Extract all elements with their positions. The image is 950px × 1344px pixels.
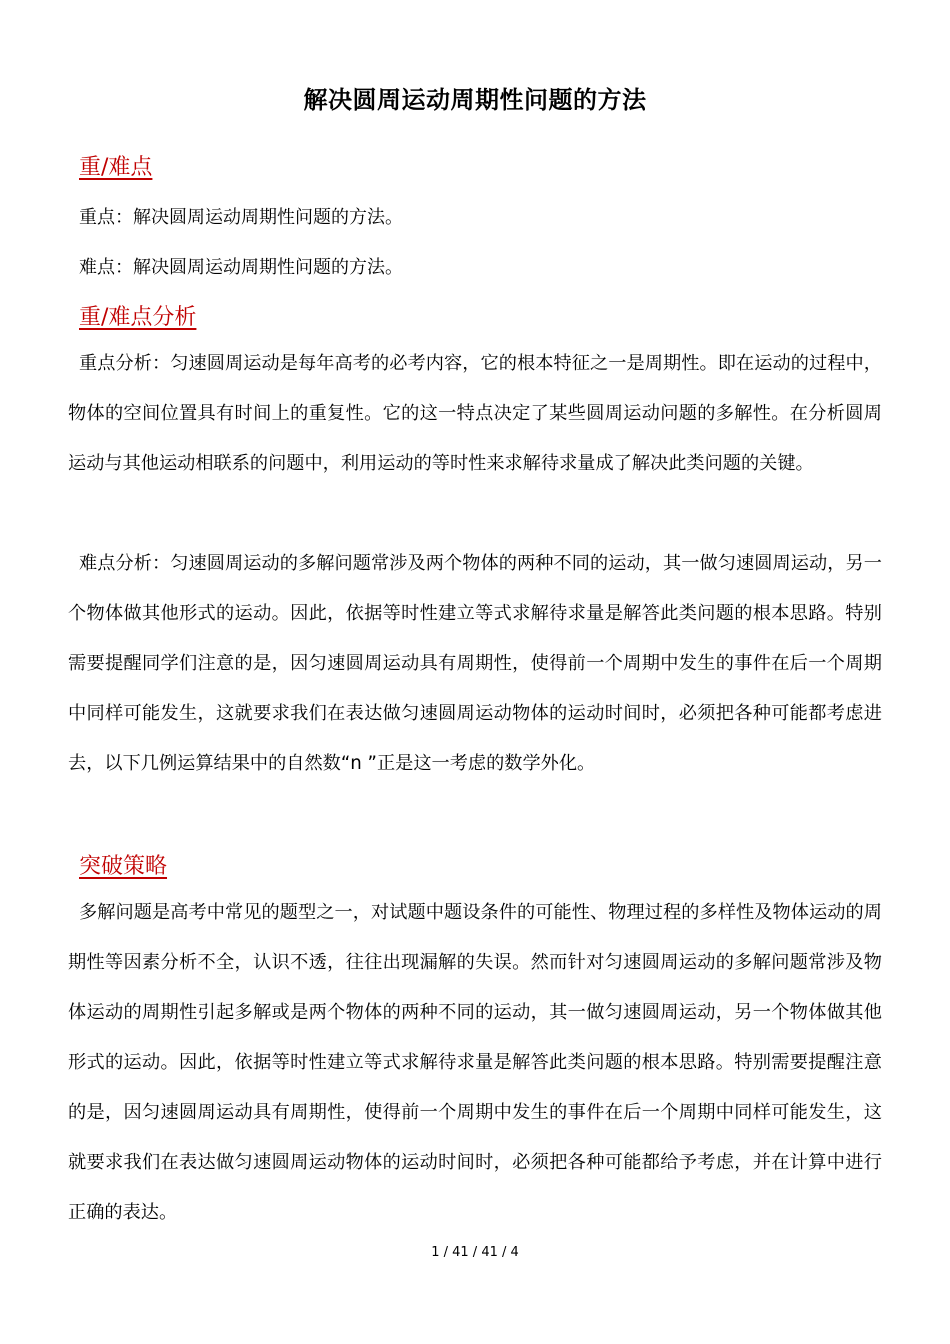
difficult-point-line: 难点：解决圆周运动周期性问题的方法。 [79, 257, 403, 278]
section-heading-strategy: 突破策略 [79, 854, 168, 879]
page-number: 1 / 41 / 41 / 4 [431, 1245, 519, 1260]
difficult-point-analysis-paragraph: 难点分析：匀速圆周运动的多解问题常涉及两个物体的两种不同的运动，其一做匀速圆周运动，另一个物体做其他形式的运动。因此，依据等时性建立等式求解待求量是解答此类问题的根本思路。特别需要提醒同学们注意的是，因匀速圆周运动具有周期性，使得前一个周期中发生的事件在后一个周期中同样可能发生，这就要求我们在表达做匀速圆周运动物体的运动时间时，必须把各种可能都考虑进去，以下几例运算结果中的自然数“n ”正是这一考虑的数学外化。 [68, 553, 882, 774]
key-point-line: 重点：解决圆周运动周期性问题的方法。 [79, 207, 403, 228]
section-heading-analysis: 重/难点分析 [79, 305, 197, 330]
key-point-analysis-paragraph: 重点分析：匀速圆周运动是每年高考的必考内容，它的根本特征之一是周期性。即在运动的过程中，物体的空间位置具有时间上的重复性。它的这一特点决定了某些圆周运动问题的多解性。在分析圆周运动与其他运动相联系的问题中，利用运动的等时性来求解待求量成了解决此类问题的关键。 [68, 353, 882, 474]
strategy-paragraph: 多解问题是高考中常见的题型之一，对试题中题设条件的可能性、物理过程的多样性及物体运动的周期性等因素分析不全，认识不透，往往出现漏解的失误。然而针对匀速圆周运动的多解问题常涉及物体运动的周期性引起多解或是两个物体的两种不同的运动，其一做匀速圆周运动，另一个物体做其他形式的运动。因此，依据等时性建立等式求解待求量是解答此类问题的根本思路。特别需要提醒注意的是，因匀速圆周运动具有周期性，使得前一个周期中发生的事件在后一个周期中同样可能发生，这就要求我们在表达做匀速圆周运动物体的运动时间时，必须把各种可能都给予考虑，并在计算中进行正确的表达。 [68, 902, 882, 1223]
page-title: 解决圆周运动周期性问题的方法 [303, 86, 647, 114]
section-heading-key-difficult-points: 重/难点 [79, 155, 153, 180]
